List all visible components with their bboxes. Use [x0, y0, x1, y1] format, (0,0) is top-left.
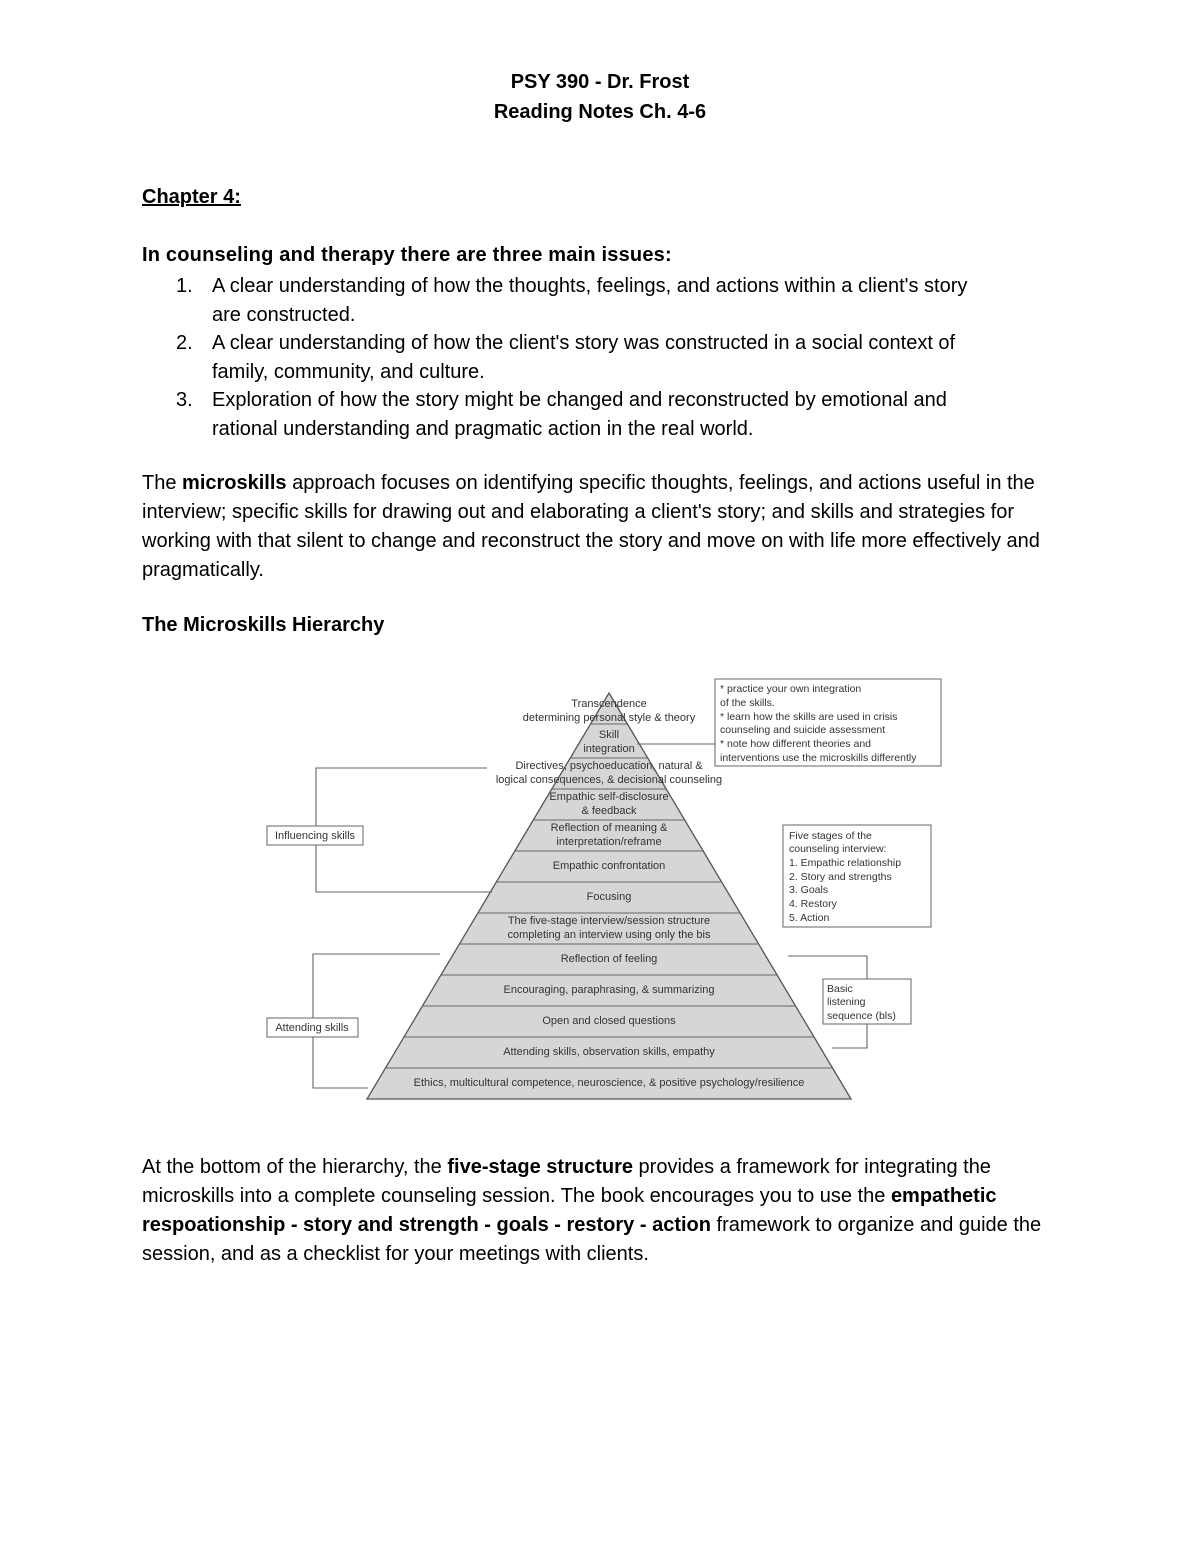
stages-note-line: 5. Action — [789, 912, 830, 924]
level-label: & feedback — [581, 805, 637, 817]
para-bold: five-stage structure — [447, 1156, 633, 1178]
para-bold: empathetic respoationship - story and strength - goals - restory - action — [142, 1185, 997, 1236]
list-number: 2. — [176, 332, 193, 354]
stages-note-line: 1. Empathic relationship — [789, 857, 902, 869]
level-label: Empathic self-disclosure — [549, 791, 669, 803]
level-label: Reflection of meaning & — [550, 822, 668, 834]
chapter-heading: Chapter 4: — [142, 186, 241, 208]
para-text: At the bottom of the hierarchy, the — [142, 1156, 448, 1178]
level-label: Empathic confrontation — [552, 860, 666, 872]
list-number: 1. — [176, 275, 193, 297]
para-text: approach focuses on identifying specific thoughts, feelings, and actions useful in the interview; specific skills for drawing out and elaborating a client's story; and skills and strategies for working with that silent to change and reconstruct the story and move on with life more effectively and pragmatically. — [142, 472, 1040, 581]
stages-note-line: 2. Story and strengths — [789, 871, 892, 883]
stages-note-line: counseling interview: — [789, 843, 887, 855]
level-label: integration — [583, 743, 635, 755]
hierarchy-heading: The Microskills Hierarchy — [142, 614, 385, 636]
level-label: Ethics, multicultural competence, neuroscience, & positive psychology/resilience — [413, 1077, 805, 1089]
level-label: Reflection of feeling — [560, 953, 658, 965]
para-text: provides a framework for integrating the microskills into a complete counseling session. The book encourages you to use the — [142, 1156, 991, 1207]
level-label: Directives, psychoeducation, natural & — [515, 760, 703, 772]
notes-subtitle: Reading Notes Ch. 4-6 — [493, 101, 707, 123]
list-number: 3. — [176, 389, 193, 411]
list-text: rational understanding and pragmatic action in the real world. — [212, 417, 754, 440]
stages-note-line: Five stages of the — [789, 830, 872, 842]
issues-heading: In counseling and therapy there are three main issues: — [142, 244, 672, 266]
integration-note-line: * learn how the skills are used in crisis — [720, 711, 898, 723]
integration-note-line: of the skills. — [720, 697, 775, 709]
bls-note-line: listening — [827, 996, 866, 1008]
para-text: framework to organize and guide the session, and as a checklist for your meetings with clients. — [142, 1214, 1042, 1265]
level-label: Attending skills, observation skills, empathy — [503, 1046, 715, 1058]
level-label: logical consequences, & decisional counseling — [495, 774, 723, 786]
attending-skills-label: Attending skills — [275, 1022, 349, 1034]
closing-paragraph — [142, 1153, 1062, 1269]
integration-note-line: * note how different theories and — [720, 738, 871, 750]
list-text: A clear understanding of how the client's story was constructed in a social context of — [212, 332, 956, 354]
apex-label: determining personal style & theory — [522, 712, 696, 724]
influencing-skills-label: Influencing skills — [274, 830, 356, 842]
integration-note-line: counseling and suicide assessment — [720, 724, 886, 736]
para-text: The — [142, 472, 183, 494]
list-text: A clear understanding of how the thoughts, feelings, and actions within a client's story — [212, 275, 968, 297]
level-label: The five-stage interview/session structure — [507, 915, 711, 927]
apex-label: Transcendence — [571, 698, 647, 710]
para-bold: microskills — [182, 472, 287, 494]
level-label: Open and closed questions — [542, 1015, 676, 1027]
level-label: Focusing — [586, 891, 632, 903]
list-text: family, community, and culture. — [212, 360, 485, 383]
bls-note-line: Basic — [827, 983, 853, 995]
stages-note-line: 3. Goals — [789, 884, 829, 896]
bls-note-line: sequence (bls) — [827, 1010, 896, 1022]
stages-note-line: 4. Restory — [789, 898, 837, 910]
level-label: Encouraging, paraphrasing, & summarizing — [503, 984, 715, 996]
level-label: Skill — [598, 729, 620, 741]
level-label: interpretation/reframe — [556, 836, 662, 848]
integration-note-line: * practice your own integration — [720, 683, 862, 695]
integration-note-line: interventions use the microskills differently — [720, 752, 917, 764]
course-title: PSY 390 - Dr. Frost — [510, 71, 690, 93]
list-text: are constructed. — [212, 303, 356, 326]
level-label: completing an interview using only the bis — [507, 929, 711, 941]
list-text: Exploration of how the story might be changed and reconstructed by emotional and — [212, 389, 947, 411]
